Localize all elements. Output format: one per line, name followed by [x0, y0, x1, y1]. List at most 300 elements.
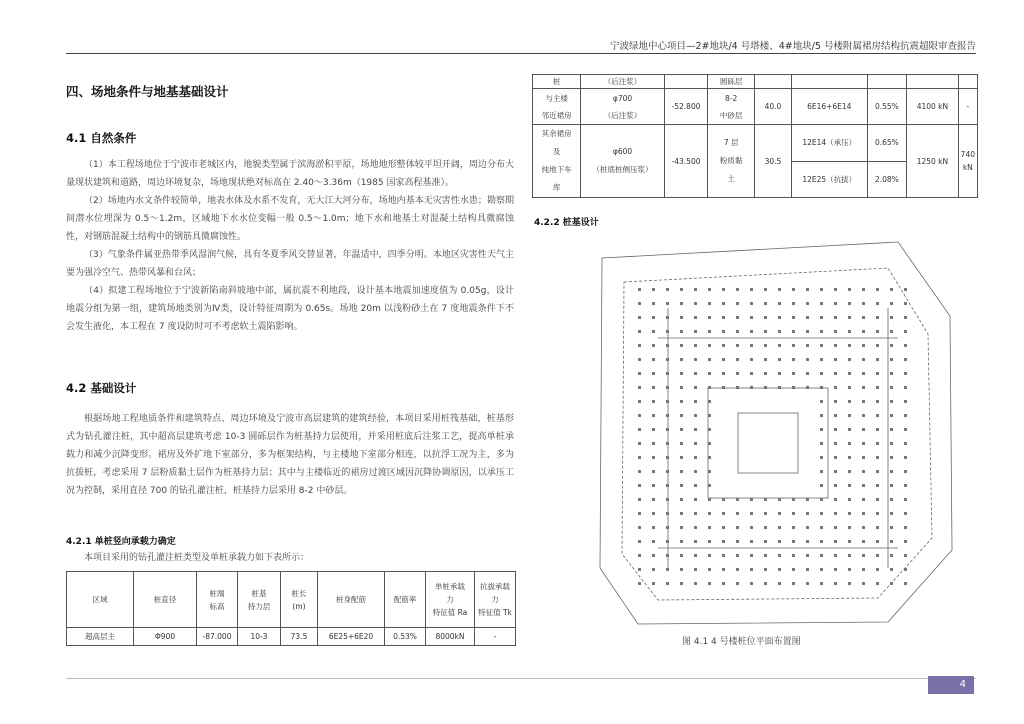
pile-marker	[890, 302, 893, 305]
pile-marker	[904, 568, 907, 571]
pile-marker	[876, 288, 879, 291]
pile-marker	[778, 316, 781, 319]
table-header-cell: 单桩承载 力 特征值 Ra	[426, 572, 475, 628]
section-title: 四、场地条件与地基基础设计	[66, 84, 229, 99]
pile-marker	[694, 330, 697, 333]
pile-marker	[862, 372, 865, 375]
pile-marker	[806, 540, 809, 543]
pile-marker	[708, 414, 711, 417]
pile-marker	[722, 526, 725, 529]
pile-marker	[666, 512, 669, 515]
pile-marker	[820, 386, 823, 389]
pile-marker	[806, 316, 809, 319]
pile-marker	[848, 568, 851, 571]
pile-marker	[862, 526, 865, 529]
pile-marker	[820, 456, 823, 459]
subsection-4-1-title: 4.1 自然条件	[66, 131, 137, 145]
pile-marker	[736, 386, 739, 389]
pile-marker	[666, 442, 669, 445]
pile-marker	[848, 512, 851, 515]
pile-marker	[666, 358, 669, 361]
pile-marker	[792, 582, 795, 585]
pile-marker	[848, 400, 851, 403]
pile-marker	[834, 288, 837, 291]
table-cell: 10-3	[238, 628, 281, 646]
pile-marker	[694, 582, 697, 585]
pile-marker	[848, 302, 851, 305]
pile-marker	[862, 484, 865, 487]
pile-marker	[862, 316, 865, 319]
pile-marker	[862, 344, 865, 347]
pile-marker	[750, 358, 753, 361]
pile-marker	[876, 442, 879, 445]
pile-marker	[834, 540, 837, 543]
pile-marker	[890, 512, 893, 515]
pile-marker	[722, 568, 725, 571]
pile-marker	[764, 582, 767, 585]
pile-marker	[904, 512, 907, 515]
pile-marker	[904, 582, 907, 585]
pile-marker	[722, 302, 725, 305]
pile-marker	[736, 344, 739, 347]
pile-marker	[694, 442, 697, 445]
pile-marker	[652, 358, 655, 361]
pile-marker	[652, 386, 655, 389]
pile-marker	[750, 330, 753, 333]
pile-marker	[694, 386, 697, 389]
pile-marker	[876, 554, 879, 557]
pile-marker	[736, 288, 739, 291]
table-cell: （后注浆）	[581, 75, 664, 89]
pile-marker	[904, 442, 907, 445]
pile-marker	[904, 330, 907, 333]
pile-marker	[638, 316, 641, 319]
pile-marker	[680, 554, 683, 557]
pile-marker	[694, 344, 697, 347]
pile-marker	[750, 316, 753, 319]
pile-marker	[904, 302, 907, 305]
pile-marker	[652, 442, 655, 445]
pile-marker	[722, 512, 725, 515]
pile-marker	[638, 330, 641, 333]
pile-marker	[862, 302, 865, 305]
pile-marker	[652, 414, 655, 417]
table-cell: 1250 kN	[907, 125, 959, 198]
pile-marker	[736, 358, 739, 361]
pile-marker	[680, 582, 683, 585]
pile-marker	[862, 456, 865, 459]
pile-marker	[666, 302, 669, 305]
pile-marker	[708, 344, 711, 347]
pile-marker	[708, 526, 711, 529]
pile-marker	[890, 470, 893, 473]
pile-marker	[708, 456, 711, 459]
table-cell: 与主楼 邻近裙房	[533, 89, 581, 125]
pile-marker	[666, 554, 669, 557]
pile-marker	[722, 344, 725, 347]
pile-marker	[806, 288, 809, 291]
pile-marker	[862, 568, 865, 571]
pile-marker	[750, 302, 753, 305]
pile-marker	[848, 428, 851, 431]
pile-marker	[680, 372, 683, 375]
table-cell: -	[475, 628, 516, 646]
pile-marker	[904, 344, 907, 347]
pile-marker	[862, 470, 865, 473]
pile-marker	[638, 428, 641, 431]
table-cell: -43.500	[664, 125, 708, 198]
pile-marker	[694, 414, 697, 417]
pile-marker	[890, 526, 893, 529]
table-cell	[754, 75, 791, 89]
pile-marker	[708, 288, 711, 291]
pile-marker	[848, 372, 851, 375]
pile-marker	[652, 302, 655, 305]
pile-marker	[722, 582, 725, 585]
pile-marker	[750, 344, 753, 347]
pile-marker	[666, 288, 669, 291]
pile-marker	[806, 358, 809, 361]
pile-marker	[778, 498, 781, 501]
pile-marker	[848, 498, 851, 501]
pile-marker	[792, 554, 795, 557]
pile-marker	[834, 456, 837, 459]
pile-marker	[876, 540, 879, 543]
table-row	[533, 75, 978, 89]
pile-marker	[876, 428, 879, 431]
pile-marker	[890, 414, 893, 417]
pile-marker	[778, 582, 781, 585]
pile-marker	[848, 484, 851, 487]
pile-marker	[764, 344, 767, 347]
table-cell: φ600 （桩底桩侧压浆）	[581, 125, 664, 198]
pile-marker	[708, 470, 711, 473]
pile-marker	[638, 288, 641, 291]
pile-marker	[652, 526, 655, 529]
pile-marker	[736, 330, 739, 333]
pile-marker	[638, 372, 641, 375]
pile-marker	[680, 358, 683, 361]
pile-marker	[820, 554, 823, 557]
pile-marker	[806, 372, 809, 375]
pile-marker	[778, 568, 781, 571]
pile-marker	[652, 316, 655, 319]
pile-marker	[652, 470, 655, 473]
pile-marker	[904, 554, 907, 557]
pile-marker	[778, 386, 781, 389]
pile-marker	[834, 554, 837, 557]
table-cell: 圆砾层	[708, 75, 755, 89]
pile-marker	[848, 414, 851, 417]
pile-marker	[722, 540, 725, 543]
pile-marker	[862, 288, 865, 291]
paragraph: 根据场地工程地质条件和建筑特点、周边环境及宁波市高层建筑的建筑经验，本项目采用桩筏基础，桩基形式为钻孔灌注桩，其中超高层建筑考虑 10-3 圆砾层作为桩基持力层使用，并采用桩底后注浆工艺，提高单桩承载力和减少沉降变形。裙房及外扩地下室部分，多为框架结构，与主楼地下室部分相连，以抗浮工况为主，多为抗拔桩，考虑采用 7 层粉质黏土层作为桩基持力层；其中与主楼临近的裙房过渡区域因沉降协调原因，以承压工况为控制，采用直径 700 的钻孔灌注桩，桩基持力层采用 8-2 中砂层。	[66, 414, 514, 496]
pile-marker	[862, 498, 865, 501]
pile-marker	[652, 288, 655, 291]
table-cell: 8-2 中砂层	[708, 89, 755, 125]
pile-marker	[820, 470, 823, 473]
pile-markers	[638, 288, 907, 585]
pile-marker	[848, 456, 851, 459]
pile-marker	[722, 498, 725, 501]
pile-marker	[708, 330, 711, 333]
pile-marker	[750, 288, 753, 291]
pile-marker	[792, 568, 795, 571]
pile-marker	[890, 554, 893, 557]
subsection-4-2-body	[66, 410, 514, 500]
table-cell	[791, 75, 867, 89]
pile-marker	[820, 358, 823, 361]
pile-marker	[890, 358, 893, 361]
paragraph: 本项目采用的钻孔灌注桩类型及单桩承载力如下表所示：	[84, 553, 310, 563]
pile-marker	[792, 302, 795, 305]
pile-marker	[890, 330, 893, 333]
pile-marker	[778, 554, 781, 557]
pile-marker	[694, 554, 697, 557]
pile-marker	[708, 512, 711, 515]
pile-marker	[638, 344, 641, 347]
pile-marker	[778, 372, 781, 375]
pile-marker	[666, 540, 669, 543]
table-cell: 8000kN	[426, 628, 475, 646]
pile-marker	[834, 372, 837, 375]
pile-marker	[834, 568, 837, 571]
pile-marker	[806, 582, 809, 585]
pile-marker	[666, 414, 669, 417]
pile-marker	[862, 358, 865, 361]
pile-marker	[834, 358, 837, 361]
pile-marker	[638, 302, 641, 305]
pile-marker	[876, 358, 879, 361]
pile-marker	[666, 470, 669, 473]
table-cell: 30.5	[754, 125, 791, 198]
pile-marker	[736, 498, 739, 501]
pile-capacity-table	[66, 571, 516, 646]
pile-marker	[750, 512, 753, 515]
pile-marker	[820, 414, 823, 417]
core-wall-inner	[738, 413, 798, 473]
pile-marker	[904, 414, 907, 417]
pile-marker	[680, 484, 683, 487]
pile-marker	[876, 512, 879, 515]
table-cell: 6E25+6E20	[318, 628, 385, 646]
pile-marker	[638, 442, 641, 445]
table-cell: 超高层主	[67, 628, 134, 646]
pile-marker	[862, 400, 865, 403]
pile-marker	[666, 428, 669, 431]
pile-marker	[806, 512, 809, 515]
pile-marker	[848, 582, 851, 585]
pile-marker	[806, 344, 809, 347]
pile-marker	[876, 582, 879, 585]
pile-marker	[862, 554, 865, 557]
pile-marker	[694, 512, 697, 515]
pile-marker	[708, 386, 711, 389]
pile-marker	[848, 344, 851, 347]
pile-marker	[708, 428, 711, 431]
pile-marker	[666, 484, 669, 487]
pile-marker	[834, 386, 837, 389]
pile-marker	[680, 568, 683, 571]
pile-marker	[834, 400, 837, 403]
pile-marker	[722, 554, 725, 557]
pile-marker	[680, 414, 683, 417]
pile-marker	[638, 554, 641, 557]
pile-marker	[834, 316, 837, 319]
pile-marker	[750, 582, 753, 585]
pile-marker	[764, 330, 767, 333]
pile-marker	[764, 540, 767, 543]
pile-marker	[666, 400, 669, 403]
pile-marker	[876, 568, 879, 571]
pile-marker	[722, 372, 725, 375]
table-cell: 其余裙房 及 纯地下车 库	[533, 125, 581, 198]
table-cell: 6E16+6E14	[791, 89, 867, 125]
pile-marker	[820, 526, 823, 529]
pile-marker	[806, 302, 809, 305]
pile-marker	[736, 512, 739, 515]
pile-marker	[638, 386, 641, 389]
header-divider	[66, 53, 976, 54]
pile-marker	[848, 540, 851, 543]
subsection-4-2-2-title: 4.2.2 桩基设计	[534, 218, 599, 228]
pile-marker	[694, 526, 697, 529]
pile-marker	[680, 498, 683, 501]
page-number: 4	[928, 676, 974, 694]
pile-marker	[680, 344, 683, 347]
pile-marker	[638, 526, 641, 529]
pile-marker	[834, 512, 837, 515]
pile-marker	[792, 358, 795, 361]
pile-marker	[750, 386, 753, 389]
pile-marker	[694, 358, 697, 361]
pile-marker	[694, 568, 697, 571]
pile-marker	[680, 288, 683, 291]
pile-marker	[666, 456, 669, 459]
table-header-cell: 桩身配筋	[318, 572, 385, 628]
pile-marker	[722, 316, 725, 319]
pile-marker	[764, 288, 767, 291]
table-cell: 7 层 粉质黏 土	[708, 125, 755, 198]
pile-marker	[778, 358, 781, 361]
pile-marker	[862, 414, 865, 417]
pile-marker	[848, 386, 851, 389]
pile-marker	[638, 582, 641, 585]
pile-marker	[778, 512, 781, 515]
pile-marker	[848, 316, 851, 319]
pile-marker	[820, 428, 823, 431]
pile-marker	[708, 302, 711, 305]
paragraph: （1）本工程场地位于宁波市老城区内，地貌类型属于滨海淤积平原，场地地形整体较平坦开阔，周边分布大量现状建筑和道路，周边环境复杂，场地现状绝对标高在 2.40～3.36m（1985 国家高程基准）。	[66, 160, 514, 188]
pile-marker	[778, 344, 781, 347]
table-cell: 40.0	[754, 89, 791, 125]
pile-marker	[862, 442, 865, 445]
pile-marker	[708, 372, 711, 375]
pile-marker	[904, 484, 907, 487]
pile-marker	[652, 554, 655, 557]
pile-marker	[904, 526, 907, 529]
pile-marker	[708, 568, 711, 571]
pile-marker	[890, 484, 893, 487]
pile-marker	[694, 456, 697, 459]
pile-marker	[834, 330, 837, 333]
table-cell: -87.000	[197, 628, 238, 646]
pile-marker	[876, 456, 879, 459]
pile-marker	[890, 498, 893, 501]
pile-marker	[764, 526, 767, 529]
pile-marker	[820, 498, 823, 501]
pile-marker	[750, 526, 753, 529]
pile-marker	[904, 498, 907, 501]
table-cell: 桩	[533, 75, 581, 89]
core-wall	[708, 388, 828, 498]
table-cell: 0.65%	[867, 125, 907, 162]
pile-marker	[736, 582, 739, 585]
pile-marker	[694, 302, 697, 305]
table-cell: 0.53%	[385, 628, 426, 646]
pile-marker	[708, 442, 711, 445]
pile-marker	[904, 540, 907, 543]
pile-marker	[820, 442, 823, 445]
pile-marker	[876, 344, 879, 347]
pile-marker	[806, 526, 809, 529]
pile-marker	[680, 302, 683, 305]
pile-marker	[638, 484, 641, 487]
table-header-cell: 桩基 持力层	[238, 572, 281, 628]
table-row	[67, 628, 516, 646]
pile-marker	[666, 582, 669, 585]
pile-marker	[694, 498, 697, 501]
pile-marker	[890, 372, 893, 375]
pile-marker	[792, 526, 795, 529]
pile-marker	[890, 316, 893, 319]
table-cell: φ700 （后注浆）	[581, 89, 664, 125]
table-cell: 2.08%	[867, 161, 907, 198]
pile-marker	[820, 372, 823, 375]
table-header-cell: 桩长 (m)	[281, 572, 318, 628]
pile-marker	[652, 330, 655, 333]
pile-marker	[680, 316, 683, 319]
pile-marker	[904, 428, 907, 431]
pile-marker	[680, 540, 683, 543]
pile-marker	[820, 302, 823, 305]
subsection-4-2-title: 4.2 基础设计	[66, 381, 137, 395]
pile-marker	[820, 484, 823, 487]
pile-marker	[764, 372, 767, 375]
pile-marker	[820, 540, 823, 543]
pile-marker	[848, 526, 851, 529]
pile-marker	[736, 568, 739, 571]
table-cell	[907, 75, 959, 89]
pile-marker	[694, 400, 697, 403]
pile-marker	[848, 470, 851, 473]
pile-marker	[834, 484, 837, 487]
pile-marker	[876, 526, 879, 529]
pile-marker	[876, 372, 879, 375]
pile-marker	[876, 302, 879, 305]
pile-marker	[722, 288, 725, 291]
pile-marker	[806, 498, 809, 501]
pile-marker	[750, 554, 753, 557]
figure-caption: 图 4.1 4 号楼桩位平面布置图	[682, 637, 801, 647]
pile-marker	[904, 456, 907, 459]
pile-marker	[694, 428, 697, 431]
pile-marker	[834, 582, 837, 585]
pile-marker	[736, 372, 739, 375]
pile-marker	[848, 288, 851, 291]
pile-marker	[652, 512, 655, 515]
pile-marker	[652, 540, 655, 543]
